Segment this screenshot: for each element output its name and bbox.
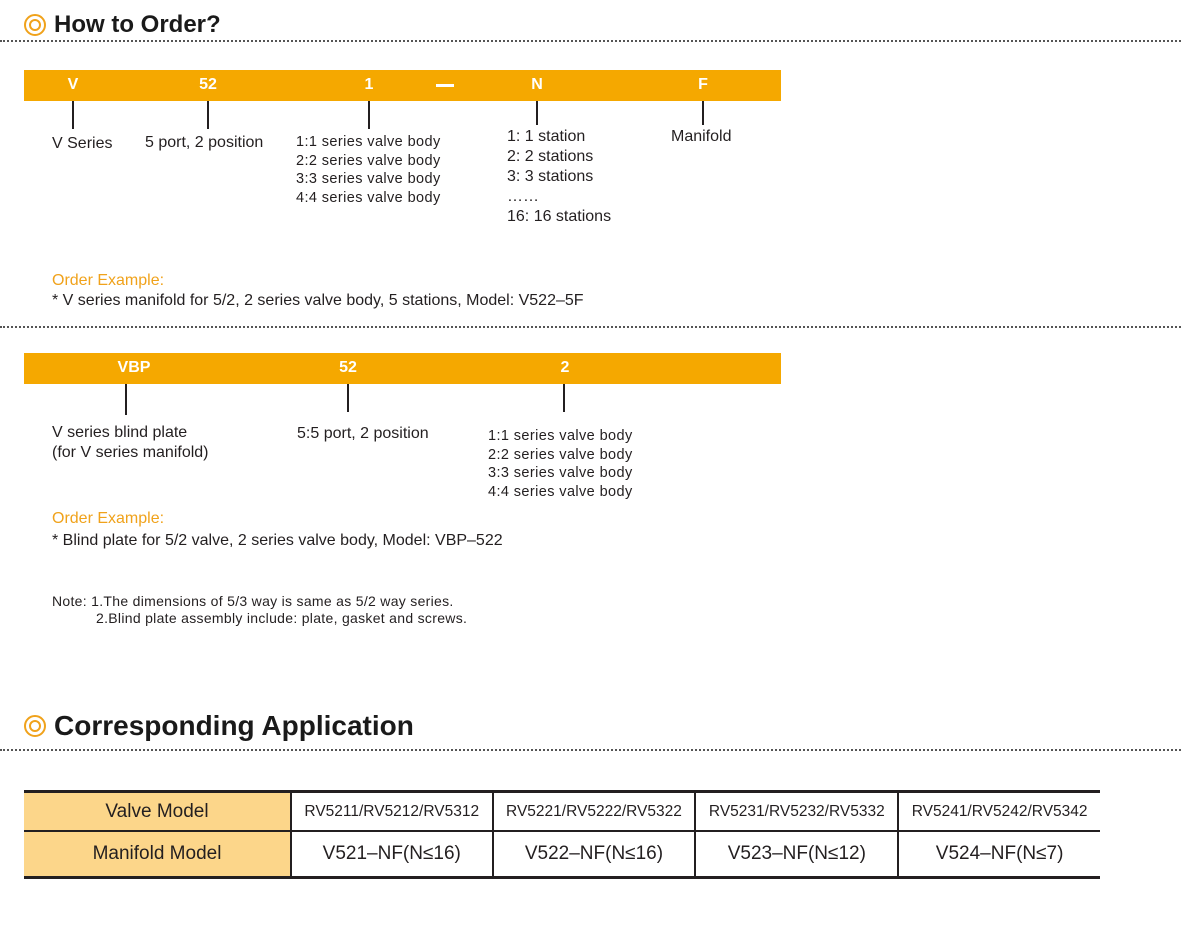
table-cell: RV5231/RV5232/RV5332	[695, 792, 898, 832]
list-item: ……	[507, 188, 539, 205]
section-title-text: Corresponding Application	[54, 710, 414, 741]
leader-line	[72, 101, 74, 129]
list-item: 4:4 series valve body	[296, 189, 441, 206]
section-title-text: How to Order?	[54, 11, 221, 38]
order-example-label: Order Example:	[52, 510, 165, 527]
order-code-bar	[24, 70, 781, 101]
section-title-corresponding-application	[24, 710, 414, 742]
desc-manifold: Manifold	[671, 128, 732, 145]
double-circle-icon	[24, 14, 46, 36]
section-title-how-to-order	[24, 11, 221, 39]
divider	[0, 749, 1181, 751]
leader-line	[536, 101, 538, 125]
table-cell: RV5241/RV5242/RV5342	[898, 792, 1100, 832]
leader-line	[563, 384, 565, 412]
list-item: 2: 2 stations	[507, 148, 594, 165]
table-row	[24, 792, 1100, 832]
list-item: 3:3 series valve body	[488, 465, 633, 481]
note-line: Note: 1.The dimensions of 5/3 way is same as 5/2 way series.	[52, 593, 454, 609]
list-item: 2:2 series valve body	[296, 152, 441, 169]
application-table	[24, 790, 1100, 879]
desc-stations-list	[507, 127, 611, 227]
table-cell: V524–NF(N≤7)	[898, 831, 1100, 878]
note-line: 2.Blind plate assembly include: plate, gasket and screws.	[96, 610, 468, 626]
divider	[0, 40, 1181, 42]
list-item: 3: 3 stations	[507, 168, 594, 185]
code-1: 1	[364, 76, 374, 93]
leader-line	[347, 384, 349, 412]
note-block	[52, 593, 467, 627]
list-item: 1:1 series valve body	[488, 428, 633, 444]
desc-port-position: 5 port, 2 position	[145, 134, 264, 151]
order-code-bar-blind-plate	[24, 353, 781, 384]
divider	[0, 326, 1181, 328]
row-header-manifold-model: Manifold Model	[24, 831, 291, 878]
desc-valve-body-list	[488, 427, 633, 501]
leader-line	[702, 101, 704, 125]
table-cell: V521–NF(N≤16)	[291, 831, 493, 878]
order-example-label: Order Example:	[52, 272, 165, 289]
row-header-valve-model: Valve Model	[24, 792, 291, 832]
table-row	[24, 831, 1100, 878]
table-cell: V523–NF(N≤12)	[695, 831, 898, 878]
desc-valve-body-list	[296, 133, 441, 207]
list-item: 4:4 series valve body	[488, 483, 633, 500]
order-example-text: * V series manifold for 5/2, 2 series valve body, 5 stations, Model: V522–5F	[52, 292, 584, 309]
table-cell: RV5221/RV5222/RV5322	[493, 792, 696, 832]
list-item: V series blind plate	[52, 424, 188, 441]
table-cell: RV5211/RV5212/RV5312	[291, 792, 493, 832]
table-cell: V522–NF(N≤16)	[493, 831, 696, 878]
desc-blind-plate	[52, 423, 209, 463]
code-v: V	[67, 76, 79, 93]
code-f: F	[698, 76, 708, 93]
list-item: 1:1 series valve body	[296, 134, 441, 150]
code-2: 2	[560, 359, 570, 376]
list-item: 16: 16 stations	[507, 208, 612, 225]
code-52: 52	[339, 359, 357, 376]
separator-dash	[436, 84, 454, 87]
list-item: 1: 1 station	[507, 128, 586, 145]
desc-port-position: 5:5 port, 2 position	[297, 425, 429, 442]
list-item: 3:3 series valve body	[296, 171, 441, 187]
code-vbp: VBP	[117, 359, 151, 376]
desc-v-series: V Series	[52, 135, 113, 152]
list-item: 2:2 series valve body	[488, 446, 633, 463]
leader-line	[368, 101, 370, 129]
leader-line	[125, 384, 127, 415]
leader-line	[207, 101, 209, 129]
list-item: (for V series manifold)	[52, 444, 209, 461]
double-circle-icon	[24, 715, 46, 737]
code-52: 52	[199, 76, 217, 93]
code-n: N	[531, 76, 543, 93]
order-example-text: * Blind plate for 5/2 valve, 2 series valve body, Model: VBP–522	[52, 532, 503, 549]
